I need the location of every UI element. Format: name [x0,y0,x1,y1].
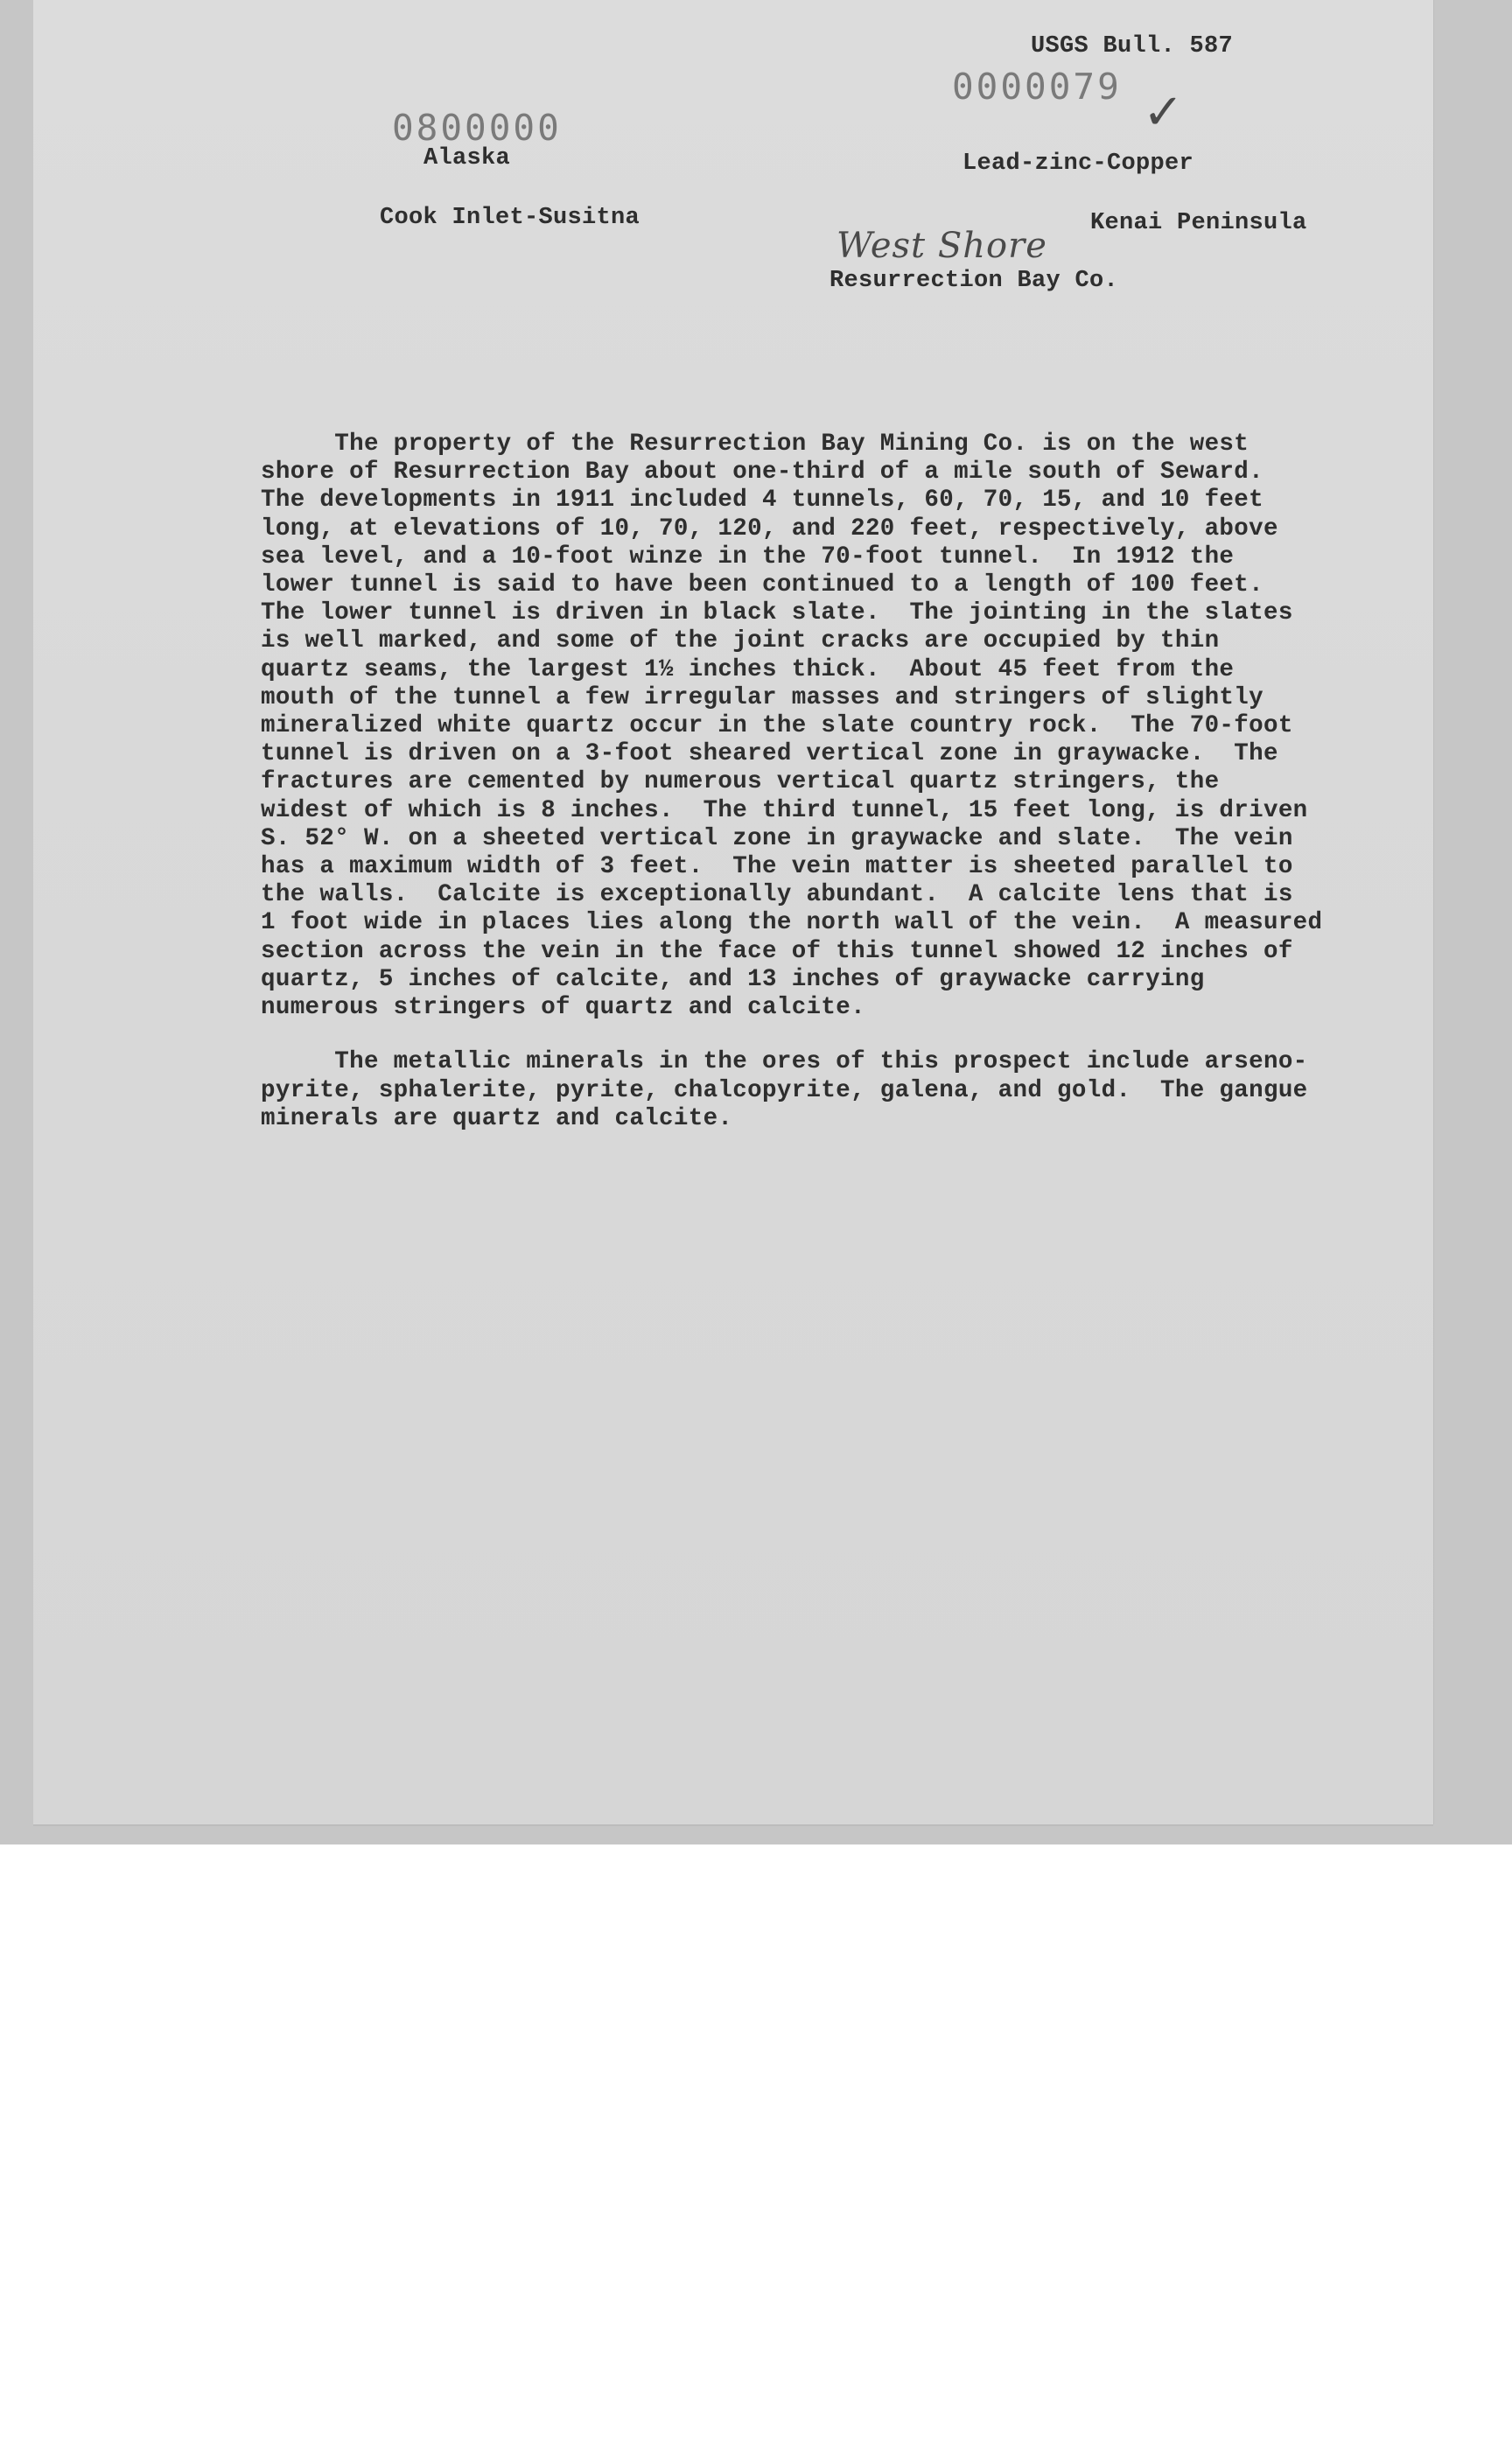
file-number-stamp: 0800000 [392,107,562,149]
state-label: Alaska [424,145,511,172]
body-line: pyrite, sphalerite, pyrite, chalcopyrite, galena, and gold. The gangue [261,1076,1308,1104]
body-line: S. 52° W. on a sheeted vertical zone in graywacke and slate. The vein [261,824,1293,852]
body-line: mouth of the tunnel a few irregular masses and stringers of slightly [261,683,1264,711]
body-line: quartz, 5 inches of calcite, and 13 inches of graywacke carrying [261,965,1205,993]
body-line: the walls. Calcite is exceptionally abundant. A calcite lens that is [261,881,1293,909]
check-mark-icon: ✓ [1143,84,1185,141]
body-line: tunnel is driven on a 3-foot sheared vertical zone in graywacke. The [261,740,1278,768]
handwritten-annotation: West Shore [836,226,1047,266]
body-line: The lower tunnel is driven in black slate. The jointing in the slates [261,599,1293,627]
body-line: The developments in 1911 included 4 tunnels, 60, 70, 15, and 10 feet [261,486,1264,514]
document-sheet [33,0,1433,1824]
body-line: numerous stringers of quartz and calcite. [261,994,865,1021]
area-label: Kenai Peninsula [1090,210,1307,236]
body-line: is well marked, and some of the joint cracks are occupied by thin [261,627,1220,655]
body-line: The metallic minerals in the ores of this prospect include arseno- [261,1048,1308,1076]
body-line: fractures are cemented by numerous vertical quartz stringers, the [261,768,1220,796]
body-line: long, at elevations of 10, 70, 120, and 220 feet, respectively, above [261,514,1278,542]
body-line: 1 foot wide in places lies along the north wall of the vein. A measured [261,909,1323,937]
commodity-label: Lead-zinc-Copper [962,150,1194,177]
bulletin-reference: USGS Bull. 587 [1031,33,1234,60]
body-line: The property of the Resurrection Bay Mining Co. is on the west [261,430,1250,458]
body-line: shore of Resurrection Bay about one-third of a mile south of Seward. [261,458,1264,486]
body-line: quartz seams, the largest 1½ inches thick. About 45 feet from the [261,655,1235,683]
body-line: section across the vein in the face of this tunnel showed 12 inches of [261,937,1293,965]
document-number-stamp: 0000079 [952,66,1122,108]
body-line: sea level, and a 10-foot winze in the 70-foot tunnel. In 1912 the [261,542,1235,570]
body-line: lower tunnel is said to have been continued to a length of 100 feet. [261,571,1264,598]
body-line: mineralized white quartz occur in the slate country rock. The 70-foot [261,712,1293,739]
district-label: Cook Inlet-Susitna [380,205,640,231]
property-name: Resurrection Bay Co. [830,268,1119,294]
body-line: minerals are quartz and calcite. [261,1104,733,1132]
body-line: has a maximum width of 3 feet. The vein matter is sheeted parallel to [261,853,1293,880]
body-line: widest of which is 8 inches. The third tunnel, 15 feet long, is driven [261,796,1308,824]
